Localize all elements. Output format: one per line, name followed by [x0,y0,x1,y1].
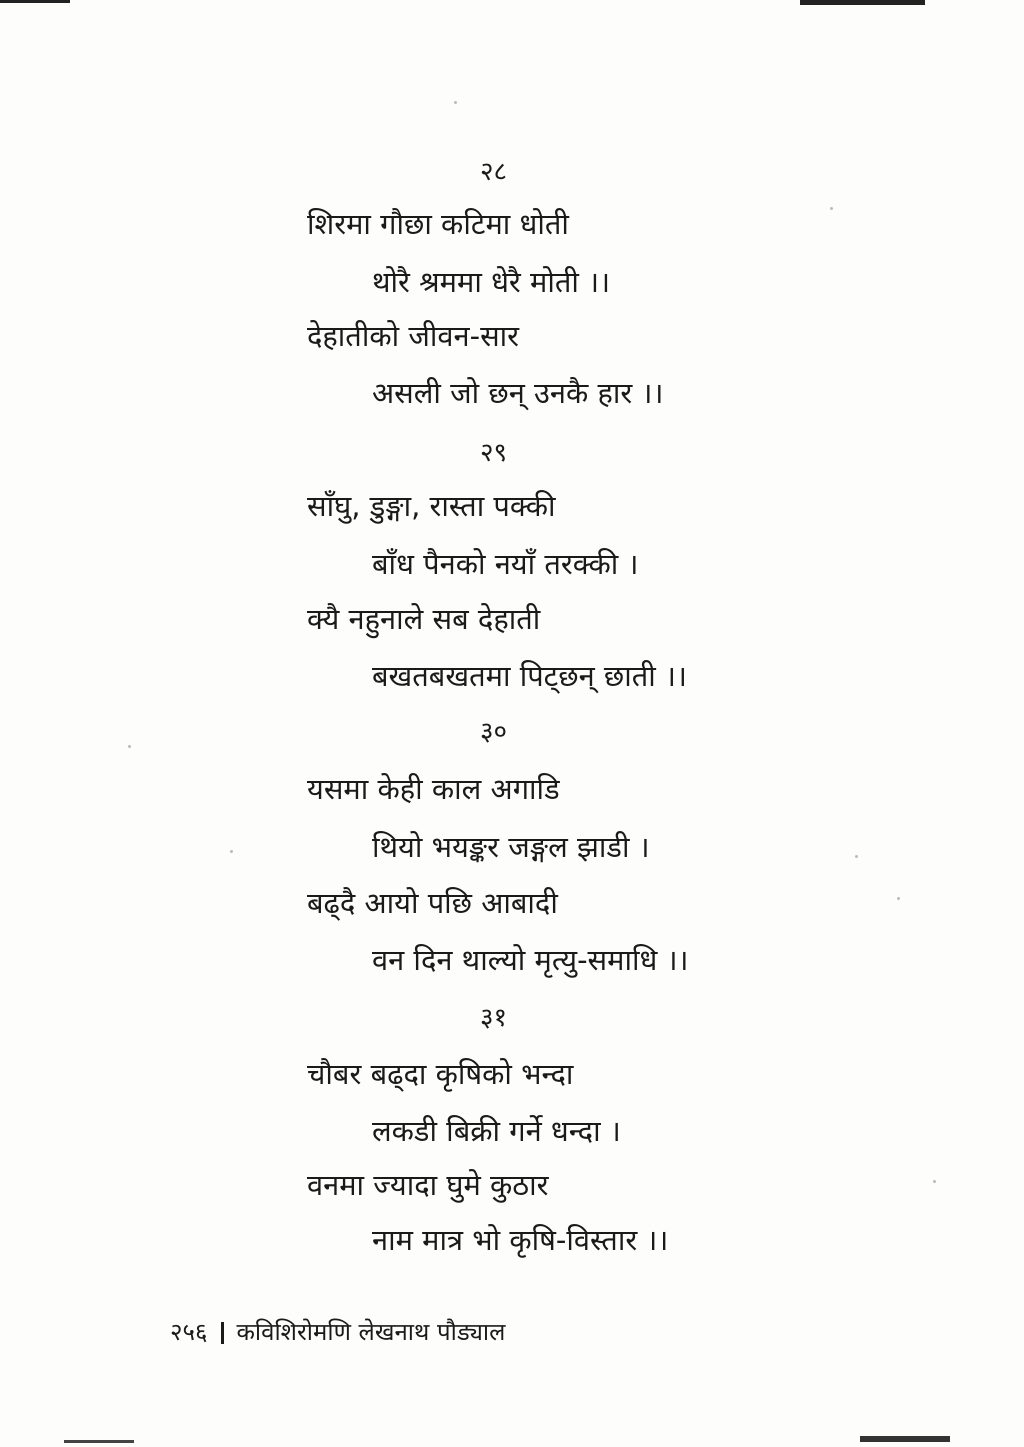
scan-edge-mark [0,0,70,3]
verse-number: ३१ [480,1003,508,1033]
verse-line: साँघु, डुङ्गा, रास्ता पक्की [307,489,556,523]
scan-speck [830,207,833,210]
page-footer [170,1316,505,1348]
scan-speck [897,897,900,900]
verse-line: शिरमा गौछा कटिमा धोती [307,207,569,241]
scan-speck [855,855,858,858]
verse-line: बढ्दै आयो पछि आबादी [307,886,558,920]
verse-line: बखतबखतमा पिट्छन् छाती ।। [372,659,688,693]
scan-speck [454,101,457,104]
verse-number: २८ [480,157,508,187]
verse-line: यसमा केही काल अगाडि [307,772,560,806]
verse-number: ३० [480,717,508,747]
book-title: कविशिरोमणि लेखनाथ पौड्याल [236,1318,506,1346]
verse-line: थियो भयङ्कर जङ्गल झाडी । [372,830,650,864]
verse-line: क्यै नहुनाले सब देहाती [307,602,541,636]
scan-edge-mark [64,1440,134,1443]
verse-line: देहातीको जीवन-सार [307,319,520,353]
verse-line: असली जो छन् उनकै हार ।। [372,376,664,410]
scan-speck [128,745,131,748]
verse-number: २९ [480,438,508,468]
verse-line: नाम मात्र भो कृषि-विस्तार ।। [372,1223,669,1257]
scan-speck [933,1180,936,1183]
verse-line: चौबर बढ्दा कृषिको भन्दा [307,1057,574,1091]
verse-line: वन दिन थाल्यो मृत्यु-समाधि ।। [372,943,689,977]
scan-edge-mark [800,0,925,5]
scan-edge-mark [860,1436,950,1442]
verse-line: थोरै श्रममा धेरै मोती ।। [372,265,611,299]
verse-line: वनमा ज्यादा घुमे कुठार [307,1168,549,1202]
footer-separator [221,1322,224,1344]
verse-line: लकडी बिक्री गर्ने धन्दा । [372,1114,621,1148]
verse-line: बाँध पैनको नयाँ तरक्की । [372,547,639,581]
scan-speck [230,850,233,853]
page-number: २५६ [170,1318,208,1346]
